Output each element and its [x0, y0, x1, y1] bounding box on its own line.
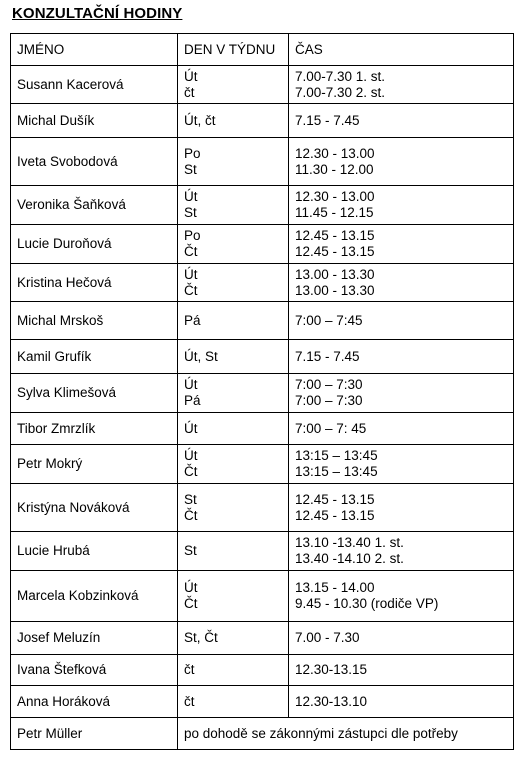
cell-time — [289, 374, 514, 413]
cell-name: Anna Horáková — [11, 686, 178, 718]
time-line: 11.30 - 12.00 — [295, 161, 374, 177]
table-row — [11, 445, 514, 484]
cell-day — [178, 186, 289, 225]
cell-time — [289, 264, 514, 302]
day-line: čt — [184, 693, 195, 709]
time-line: 9.45 - 10.30 (rodiče VP) — [295, 596, 439, 611]
table-row — [11, 374, 514, 413]
day-line: Pá — [184, 312, 201, 328]
day-line: Čt — [184, 507, 198, 523]
cell-time — [289, 445, 514, 484]
table-row — [11, 225, 514, 264]
header-day: DEN V TÝDNU — [178, 34, 289, 66]
time-line: 12.45 - 13.15 — [295, 228, 375, 243]
cell-day — [178, 66, 289, 104]
cell-name: Michal Dušík — [11, 104, 178, 138]
cell-name: Josef Meluzín — [11, 622, 178, 655]
cell-time — [289, 571, 514, 622]
cell-day — [178, 484, 289, 532]
day-line: Út, St — [184, 348, 218, 364]
day-line: St — [184, 543, 197, 558]
cell-time — [289, 622, 514, 655]
cell-name: Lucie Hrubá — [11, 532, 178, 571]
day-line: Út — [184, 377, 198, 392]
cell-name: Iveta Svobodová — [11, 138, 178, 186]
cell-name: Petr Mokrý — [11, 445, 178, 484]
time-line: 13:15 – 13:45 — [295, 448, 378, 463]
cell-name: Veronika Šaňková — [11, 186, 178, 225]
cell-time — [289, 655, 514, 686]
cell-time — [289, 66, 514, 104]
table-row — [11, 340, 514, 374]
cell-time — [289, 302, 514, 340]
table-row — [11, 484, 514, 532]
cell-day — [178, 571, 289, 622]
cell-day — [178, 622, 289, 655]
cell-day — [178, 655, 289, 686]
cell-name: Tibor Zmrzlík — [11, 413, 178, 445]
table-row — [11, 104, 514, 138]
time-line: 7.00-7.30 2. st. — [295, 84, 386, 100]
table-row — [11, 686, 514, 718]
cell-day — [178, 104, 289, 138]
day-line: Út — [184, 189, 198, 204]
table-row — [11, 413, 514, 445]
cell-day — [178, 413, 289, 445]
time-line: 12.30 - 13.00 — [295, 189, 375, 204]
cell-time — [289, 138, 514, 186]
time-line: 7.00-7.30 1. st. — [295, 68, 386, 84]
cell-name: Ivana Štefková — [11, 655, 178, 686]
time-line: 13:15 – 13:45 — [295, 464, 378, 479]
table-row — [11, 264, 514, 302]
cell-day — [178, 264, 289, 302]
table-row — [11, 571, 514, 622]
cell-time — [289, 225, 514, 264]
time-line: 12.45 - 13.15 — [295, 507, 375, 523]
table-header-row — [11, 34, 514, 66]
day-line: St, Čt — [184, 630, 218, 645]
cell-time — [289, 104, 514, 138]
cell-day — [178, 686, 289, 718]
cell-time — [289, 413, 514, 445]
cell-note: po dohodě se zákonnými zástupci dle potřeby — [178, 718, 514, 750]
day-line: Po — [184, 228, 201, 243]
table-row — [11, 718, 514, 750]
day-line: Út — [184, 68, 198, 84]
day-line: Út — [184, 266, 198, 282]
time-line: 12.30-13.10 — [295, 693, 368, 709]
time-line: 7.15 - 7.45 — [295, 112, 360, 128]
time-line: 12.30-13.15 — [295, 662, 368, 677]
time-line: 13.10 -13.40 1. st. — [295, 535, 404, 550]
time-line: 7:00 – 7:30 — [295, 393, 363, 408]
cell-name: Kamil Grufík — [11, 340, 178, 374]
day-line: St — [184, 205, 197, 220]
table-row — [11, 655, 514, 686]
header-time: ČAS — [289, 34, 514, 66]
time-line: 13.15 - 14.00 — [295, 580, 375, 595]
time-line: 13.00 - 13.30 — [295, 266, 375, 282]
cell-day — [178, 340, 289, 374]
cell-day — [178, 532, 289, 571]
day-line: St — [184, 161, 197, 177]
day-line: Čt — [184, 244, 198, 259]
table-row — [11, 186, 514, 225]
time-line: 13.00 - 13.30 — [295, 282, 375, 298]
table-row — [11, 302, 514, 340]
day-line: St — [184, 491, 197, 507]
time-line: 12.30 - 13.00 — [295, 145, 375, 161]
table-row — [11, 622, 514, 655]
cell-name: Michal Mrskoš — [11, 302, 178, 340]
time-line: 12.45 - 13.15 — [295, 244, 375, 259]
cell-name: Kristina Hečová — [11, 264, 178, 302]
time-line: 7.15 - 7.45 — [295, 348, 360, 364]
cell-name: Sylva Klimešová — [11, 374, 178, 413]
day-line: Út, čt — [184, 112, 216, 128]
time-line: 7:00 – 7:45 — [295, 312, 363, 328]
time-line: 13.40 -14.10 2. st. — [295, 551, 404, 566]
cell-time — [289, 532, 514, 571]
cell-day — [178, 445, 289, 484]
cell-name: Kristýna Nováková — [11, 484, 178, 532]
day-line: Út — [184, 420, 198, 436]
cell-time — [289, 340, 514, 374]
day-line: čt — [184, 84, 195, 100]
cell-name: Petr Müller — [11, 718, 178, 750]
day-line: Čt — [184, 464, 198, 479]
time-line: 7:00 – 7: 45 — [295, 420, 367, 436]
table-body — [11, 66, 514, 750]
header-name: JMÉNO — [11, 34, 178, 66]
time-line: 12.45 - 13.15 — [295, 491, 375, 507]
table-row — [11, 532, 514, 571]
table-row — [11, 138, 514, 186]
cell-name: Marcela Kobzinková — [11, 571, 178, 622]
day-line: čt — [184, 662, 195, 677]
time-line: 7:00 – 7:30 — [295, 377, 363, 392]
cell-name: Susann Kacerová — [11, 66, 178, 104]
day-line: Po — [184, 145, 201, 161]
cell-time — [289, 186, 514, 225]
cell-day — [178, 302, 289, 340]
cell-time — [289, 484, 514, 532]
table-row — [11, 66, 514, 104]
cell-day — [178, 374, 289, 413]
day-line: Út — [184, 580, 198, 595]
time-line: 11.45 - 12.15 — [295, 205, 374, 220]
consultation-table — [10, 33, 514, 750]
cell-name: Lucie Duroňová — [11, 225, 178, 264]
day-line: Pá — [184, 393, 201, 408]
day-line: Čt — [184, 282, 198, 298]
cell-time — [289, 686, 514, 718]
page-title: KONZULTAČNÍ HODINY — [12, 5, 183, 22]
cell-day — [178, 225, 289, 264]
time-line: 7.00 - 7.30 — [295, 630, 360, 645]
day-line: Út — [184, 448, 198, 463]
day-line: Čt — [184, 596, 198, 611]
cell-day — [178, 138, 289, 186]
